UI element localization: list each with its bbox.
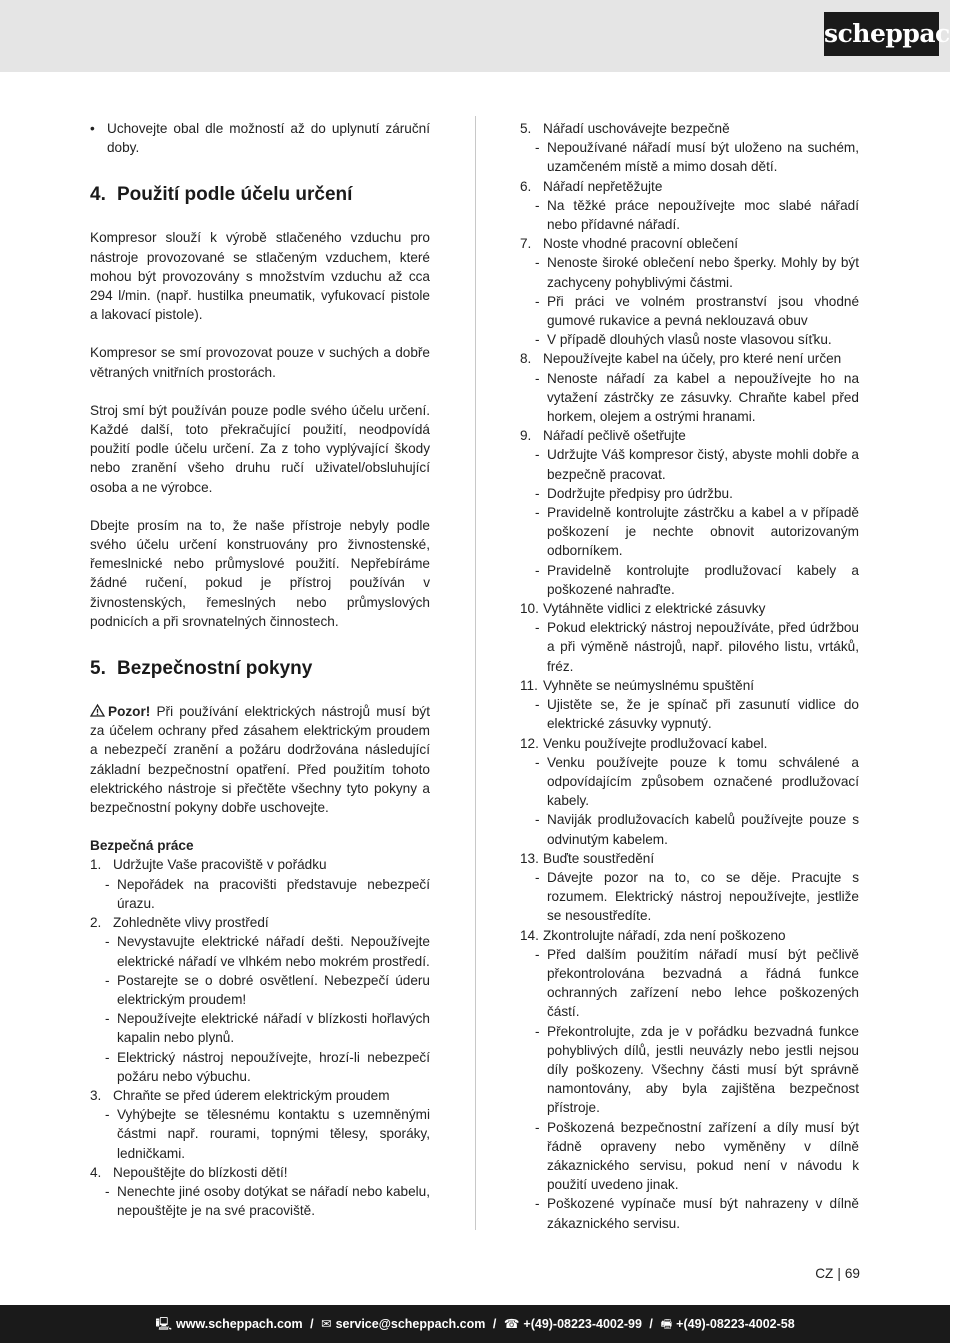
list-item-title: Nářadí uschovávejte bezpečně	[543, 121, 730, 136]
list-item-title: Nářadí nepřetěžujte	[543, 178, 663, 194]
list-item-title: Chraňte se před úderem elektrickým proudem	[113, 1087, 390, 1103]
sub-item	[520, 503, 859, 561]
sub-item	[520, 810, 859, 848]
dash-marker: -	[535, 255, 540, 271]
warning-triangle-icon	[90, 704, 105, 717]
list-item	[520, 734, 859, 753]
sub-item-text: Vyhýbejte se tělesnému kontaktu s uzemněnými částmi např. rourami, topnými tělesy, sporáky, ledničkami.	[117, 1107, 430, 1161]
sub-item	[520, 138, 859, 176]
list-item-title: Zohledněte vlivy prostředí	[113, 915, 269, 931]
list-item-title: Udržujte Vaše pracoviště v pořádku	[113, 857, 327, 873]
sub-item	[520, 1022, 859, 1118]
sub-item	[520, 753, 859, 811]
dash-marker: -	[105, 1107, 110, 1123]
list-item	[520, 177, 859, 196]
section-4-heading: 4. Použití podle účelu určení	[90, 184, 353, 206]
sub-item-text: Elektrický nástroj nepoužívejte, hrozí-li nebezpečí požáru nebo výbuchu.	[117, 1049, 430, 1084]
sub-item-text: Překontrolujte, zda je v pořádku bezvadná funkce pohyblivých dílů, jestli neuvázly nebo jestli nejsou díly poškozeny. Všechny části musí být správně namontovány, aby byla zajištěna bezpečnost přístroje.	[547, 1023, 859, 1116]
sub-item	[520, 695, 859, 733]
list-item	[520, 234, 859, 253]
list-item-number: 12.	[520, 735, 539, 751]
dash-marker: -	[105, 934, 110, 950]
dash-marker: -	[535, 332, 540, 348]
scheppach-logo: scheppach	[824, 12, 939, 56]
dash-marker: -	[105, 1183, 110, 1199]
footer-fax: +(49)-08223-4002-58	[676, 1317, 795, 1331]
sub-item-text: Pravidelně kontrolujte zástrčku a kabel a v případě poškození je nechte obnovit autorizovaným odborníkem.	[547, 505, 859, 559]
computer-icon: 🖳	[155, 1317, 173, 1331]
warning-text: Při používání elektrických nástrojů musí být za účelem ochrany před zásahem elektrickým proudem a nebezpečí zranění a požáru dodržována následující základní bezpečnostní opatření. Před použitím tohoto elektrického nástroje si přečtěte všechny tyto pokyny a bezpečnostní pokyny dobře uschovejte.	[90, 704, 430, 816]
list-item-number: 6.	[520, 178, 532, 194]
list-item-number: 1.	[90, 857, 102, 873]
sub-item	[90, 1182, 430, 1220]
section-5-heading: 5. Bezpečnostní pokyny	[90, 658, 313, 680]
dash-marker: -	[535, 197, 540, 213]
footer-phone: +(49)-08223-4002-99	[523, 1317, 642, 1331]
left-numbered-list	[90, 855, 430, 1220]
list-item	[90, 855, 430, 874]
sub-item-text: Nepoužívejte elektrické nářadí v blízkosti hořlavých kapalin nebo plynů.	[117, 1011, 430, 1046]
sub-item-text: Při práci ve volném prostranství jsou vhodné gumové rukavice a pevná neklouzavá obuv	[547, 293, 859, 329]
column-divider	[475, 116, 476, 1230]
list-item-title: Venku používejte prodlužovací kabel.	[543, 735, 768, 751]
list-item-number: 2.	[90, 915, 102, 931]
sub-item	[520, 868, 859, 926]
dash-marker: -	[535, 754, 540, 770]
list-item-title: Nepouštějte do blízkosti dětí!	[113, 1164, 288, 1180]
list-item-title: Noste vhodné pracovní oblečení	[543, 236, 738, 252]
sub-item-text: Dodržujte předpisy pro údržbu.	[547, 485, 733, 501]
list-item-number: 4.	[90, 1164, 102, 1180]
sub-item-text: Pokud elektrický nástroj nepoužíváte, před údržbou a při výměně nástrojů, např. pilového listu, vrtáků, fréz.	[547, 620, 859, 674]
list-item-title: Nepoužívejte kabel na účely, pro které není určen	[543, 351, 842, 367]
list-item	[520, 599, 859, 618]
list-item-number: 3.	[90, 1087, 102, 1103]
phone-icon: ☎	[503, 1317, 520, 1331]
list-item	[90, 913, 430, 932]
list-item-number: 9.	[520, 428, 532, 444]
sub-item-text: Naviják prodlužovacích kabelů používejte pouze s odvinutým kabelem.	[547, 812, 859, 847]
dash-marker: -	[535, 1196, 540, 1212]
sub-item	[520, 330, 859, 349]
footer-bar: 🖳 www.scheppach.com / ✉ service@scheppach.com / ☎ +(49)-08223-4002-99 / 🖷 +(49)-08223-4002-58	[0, 1305, 950, 1343]
footer-web-link[interactable]: www.scheppach.com	[176, 1317, 303, 1331]
dash-marker: -	[535, 447, 540, 463]
sub-item	[90, 1009, 430, 1047]
sub-item	[90, 971, 430, 1009]
sub-item-text: Udržujte Váš kompresor čistý, abyste mohli dobře a bezpečně pracovat.	[547, 447, 859, 482]
sub-item	[520, 1118, 859, 1195]
sub-item	[520, 196, 859, 234]
dash-marker: -	[535, 620, 540, 636]
list-item	[520, 676, 859, 695]
header-band	[0, 0, 950, 72]
footer-email-link[interactable]: service@scheppach.com	[335, 1317, 486, 1331]
list-item-title: Vytáhněte vidlici z elektrické zásuvky	[543, 601, 766, 617]
section-4-paragraph: Kompresor se smí provozovat pouze v suchých a dobře větraných vnitřních prostorách.	[90, 345, 430, 380]
sub-item-text: Nenoste nářadí za kabel a nepoužívejte ho na vytažení zástrčky ze zásuvky. Chraňte kabel před horkem, olejem a ostrými hranami.	[547, 370, 859, 425]
section-4-paragraph: Kompresor slouží k výrobě stlačeného vzduchu pro nástroje provozované se stlačeným vzduchem, které mohou být provozovány s množstvím vzduchu až cca 294 l/min. (např. hustilka pneumatik, vyfukovací pistole a lakovací pistole).	[90, 230, 430, 323]
dash-marker: -	[105, 1011, 110, 1027]
list-item	[520, 119, 859, 138]
list-item-number: 7.	[520, 236, 532, 252]
sub-item-text: Venku používejte pouze k tomu schválené a odpovídajícím způsobem označené prodlužovací kabely.	[547, 754, 859, 809]
mail-icon: ✉	[321, 1317, 332, 1331]
dash-marker: -	[535, 697, 540, 713]
list-item	[90, 1163, 430, 1182]
sub-item-text: Nepoužívané nářadí musí být uloženo na suchém, uzamčeném místě a mimo dosah dětí.	[547, 140, 859, 175]
sub-item	[90, 1105, 430, 1163]
safe-work-subheading: Bezpečná práce	[90, 838, 194, 854]
sub-item	[90, 875, 430, 913]
left-column	[90, 119, 430, 1220]
sub-item	[520, 945, 859, 1022]
sub-item-text: Pravidelně kontrolujte prodlužovací kabely a poškozené nahraďte.	[547, 562, 859, 597]
fax-icon: 🖷	[660, 1317, 673, 1331]
section-4-paragraph: Dbejte prosím na to, že naše přístroje nebyly podle svého účelu určení konstruovány pro živnostenské, řemeslnické nebo průmyslové použití. Nepřebíráme žádné ručení, pokud je přístroj používán v živnostenských, řemeslných nebo průmyslových podnicích a při srovnatelných činnostech.	[90, 517, 430, 629]
sub-item-text: Nepořádek na pracovišti představuje nebezpečí úrazu.	[117, 876, 430, 911]
sub-item-text: Nenechte jiné osoby dotýkat se nářadí nebo kabelu, nepouštějte je na své pracoviště.	[117, 1183, 430, 1219]
sub-item-text: Poškozená bezpečnostní zařízení a díly musí být řádně opraveny nebo vyměněny v dílně zákaznického servisu, pokud není v návodu k použití uvedeno jinak.	[547, 1119, 859, 1193]
dash-marker: -	[535, 140, 540, 156]
sub-item-text: Na těžké práce nepoužívejte moc slabé nářadí nebo přídavné nářadí.	[547, 197, 859, 233]
sub-item	[520, 618, 859, 676]
dash-marker: -	[105, 876, 110, 892]
sub-item-text: Dávejte pozor na to, co se děje. Pracujte s rozumem. Elektrický nástroj nepoužívejte, jestliže se nesoustředíte.	[547, 869, 859, 924]
dash-marker: -	[535, 505, 540, 521]
section-4-paragraph: Stroj smí být používán pouze podle svého účelu určení. Každé další, toto překračující použití, neodpovídá použití podle účelu určení. Za z toho vyplývající škody nebo zranění všeho druhu ručí uživatel/obsluhující osoba a ne výrobce.	[90, 402, 430, 495]
sub-item-text: Poškozené vypínače musí být nahrazeny v dílně zákaznického servisu.	[547, 1196, 859, 1231]
list-item	[520, 349, 859, 368]
sub-item-text: Nevystavujte elektrické nářadí dešti. Nepoužívejte elektrické nářadí ve vlhkém nebo mokrém prostředí.	[117, 934, 430, 969]
right-column	[520, 119, 859, 1233]
list-item-title: Zkontrolujte nářadí, zda není poškozeno	[543, 927, 786, 943]
dash-marker: -	[535, 370, 540, 386]
warning-label: Pozor!	[108, 704, 151, 720]
sub-item	[520, 484, 859, 503]
list-item-title: Vyhněte se neúmyslnému spuštění	[543, 677, 755, 693]
sub-item	[520, 253, 859, 291]
list-item-title: Buďte soustředění	[543, 850, 655, 866]
list-item	[520, 926, 859, 945]
list-item-number: 13.	[520, 850, 539, 866]
sub-item	[90, 1048, 430, 1086]
dash-marker: -	[535, 869, 540, 885]
sub-item	[520, 292, 859, 330]
list-item-number: 10.	[520, 601, 539, 617]
sub-item-text: V případě dlouhých vlasů noste vlasovou síťku.	[547, 332, 832, 348]
sub-item	[520, 445, 859, 483]
dash-marker: -	[105, 972, 110, 988]
bullet-icon: •	[90, 121, 95, 136]
dash-marker: -	[535, 812, 540, 828]
sub-item-text: Postarejte se o dobré osvětlení. Nebezpečí úderu elektrickým proudem!	[117, 972, 430, 1007]
intro-bullet: • Uchovejte obal dle možností až do uplynutí záruční doby.	[90, 121, 430, 156]
dash-marker: -	[535, 1119, 540, 1135]
dash-marker: -	[535, 562, 540, 578]
list-item-number: 14.	[520, 927, 539, 943]
list-item-number: 5.	[520, 121, 532, 136]
dash-marker: -	[535, 485, 540, 501]
dash-marker: -	[535, 1023, 540, 1039]
page-number: CZ | 69	[815, 1266, 860, 1281]
list-item	[520, 426, 859, 445]
dash-marker: -	[535, 946, 540, 962]
sub-item	[90, 932, 430, 970]
list-item-number: 11.	[520, 677, 538, 693]
list-item	[520, 849, 859, 868]
list-item	[90, 1086, 430, 1105]
list-item-number: 8.	[520, 351, 532, 367]
list-item-title: Nářadí pečlivě ošetřujte	[543, 428, 686, 444]
sub-item	[520, 561, 859, 599]
dash-marker: -	[105, 1049, 110, 1065]
warning-paragraph	[90, 702, 430, 817]
sub-item-text: Ujistěte se, že je spínač při zasunutí vidlice do elektrické zásuvky vypnutý.	[547, 697, 859, 732]
dash-marker: -	[535, 293, 540, 309]
sub-item-text: Nenoste široké oblečení nebo šperky. Mohly by být zachyceny pohyblivými částmi.	[547, 255, 859, 290]
sub-item	[520, 369, 859, 427]
sub-item	[520, 1194, 859, 1232]
sub-item-text: Před dalším použitím nářadí musí být pečlivě překontrolována bezvadná a řádná funkce ochranných zařízení nebo lehce poškozených částí.	[547, 946, 859, 1020]
right-numbered-list	[520, 119, 859, 1233]
